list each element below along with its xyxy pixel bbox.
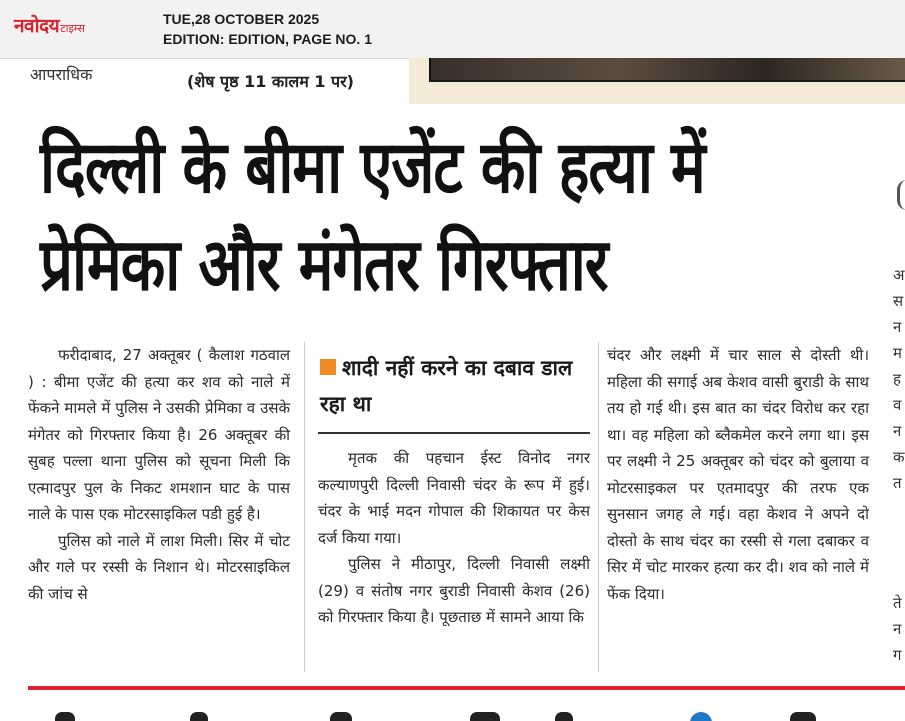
- edition-line: EDITION: EDITION, PAGE NO. 1: [163, 31, 372, 47]
- paragraph: फरीदाबाद, 27 अक्तूबर ( कैलाश गठवाल ) : बीमा एजेंट की हत्या कर शव को नाले में फेंकने मामले में पुलिस ने उसकी प्रेमिका व उसके मंगेतर को गिरफ्तार किया है। 26 अक्तूबर की सुबह पल्ला थाना पुलिस को सूचना मिली कि एत्मादपुर पुल के निकट शमशान घाट के पास नाले के पास एक मोटरसाइकिल पडी हुई है।: [28, 346, 290, 523]
- page-separator-rule: [28, 686, 905, 690]
- logo-sub-text: टाइम्स: [60, 22, 85, 35]
- article-column-3: [607, 342, 869, 607]
- column-divider: [598, 342, 599, 672]
- orange-square-bullet-icon: [320, 359, 336, 375]
- paragraph: पुलिस ने मीठापुर, दिल्ली निवासी लक्ष्मी (29) व संतोष नगर बुराडी निवासी केशव (26) को गिरफ्तार किया है। पूछताछ में सामने आया कि: [318, 555, 590, 626]
- article-column-2: [318, 445, 590, 631]
- paragraph: चंदर और लक्ष्मी में चार साल से दोस्ती थी। महिला की सगाई अब केशव वासी बुराडी के साथ तय हो गई थी। इस बात का चंदर विरोध कर रहा था। वह महिला को ब्लैकमेल करने लगा था। इस पर लक्ष्मी ने 25 अक्तूबर को चंदर को बुलाया व मोटरसाइकल पर एतमादपुर की तरफ एक सुनसान जगह ले गई। वहा केशव ने अपने दो दोस्तो के साथ चंदर का रस्सी से गला दबाकर व सिर में चोट मारकर हत्या कर दी। शव को नाले में फेंक दिया।: [607, 346, 869, 603]
- paragraph: मृतक की पहचान ईस्ट विनोद नगर कल्याणपुरी दिल्ली निवासी चंदर के रूप में हुई। चंदर के भाई मदन गोपाल की शिकायत पर केस दर्ज किया गया।: [318, 449, 590, 547]
- article-headline: [40, 118, 870, 313]
- section-tag: आपराधिक: [30, 65, 93, 84]
- glyph-fragment: [790, 712, 816, 721]
- glyph-fragment: [55, 712, 75, 721]
- photo-fragment: [409, 58, 905, 104]
- paragraph: पुलिस को नाले में लाश मिली। सिर में चोट और गले पर रस्सी के निशान थे। मोटरसाइकिल की जांच से: [28, 531, 290, 603]
- glyph-fragment: [330, 712, 352, 721]
- subheading-rule: [318, 432, 590, 434]
- date-line: TUE,28 OCTOBER 2025: [163, 11, 320, 27]
- continued-note: (शेष पृष्ठ 11 कालम 1 पर): [187, 72, 354, 91]
- headline-line-1: दिल्ली के बीमा एजेंट की हत्या में: [40, 124, 705, 210]
- photo-image: [429, 58, 905, 80]
- glyph-fragment: [190, 712, 208, 721]
- logo-main-text: नवोदय: [14, 15, 60, 37]
- glyph-fragment: [555, 712, 573, 721]
- next-headline-fragment: [0, 700, 905, 721]
- next-article-fragment: अ स न म ह व न क त: [893, 266, 905, 492]
- subheading: [320, 350, 588, 422]
- column-divider: [304, 342, 305, 672]
- epaper-header: [0, 0, 905, 59]
- article-column-1: [28, 342, 290, 607]
- subheading-text: शादी नहीं करने का दबाव डाल रहा था: [320, 356, 573, 416]
- newspaper-logo[interactable]: [14, 12, 85, 37]
- next-article-bracket-icon: [897, 180, 905, 210]
- next-article-fragment: ते न ग: [893, 594, 902, 664]
- headline-line-2: प्रेमिका और मंगेतर गिरफ्तार: [40, 221, 608, 307]
- blue-badge-icon: [690, 712, 712, 721]
- edition-meta: [163, 9, 372, 49]
- glyph-fragment: [470, 712, 500, 721]
- photo-border: [429, 80, 905, 82]
